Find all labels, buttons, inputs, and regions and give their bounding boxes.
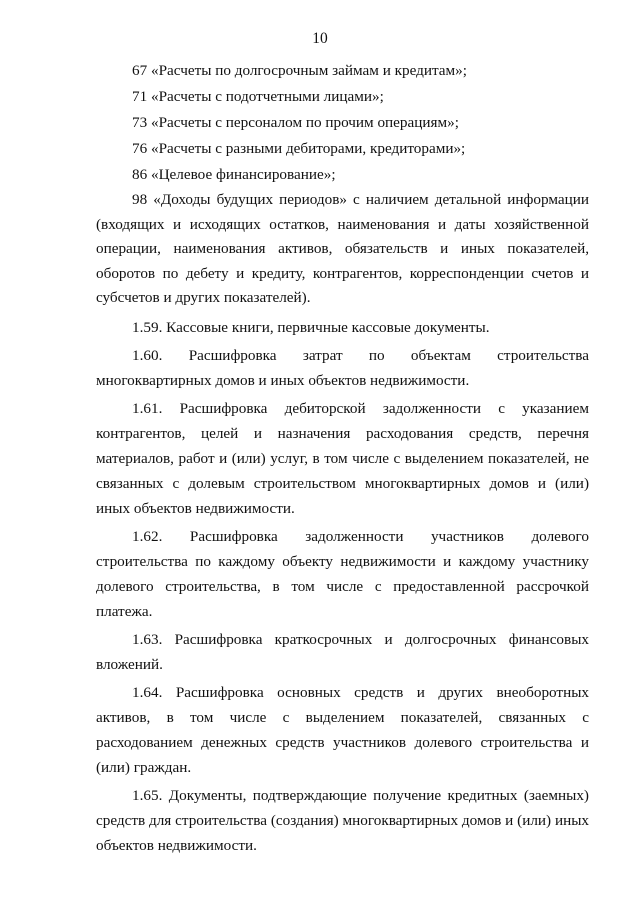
item-1-60: 1.60. Расшифровка затрат по объектам строительства многоквартирных домов и иных объектов недвижимости.: [96, 346, 589, 389]
account-line-67: 67 «Расчеты по долгосрочным займам и кредитам»;: [132, 62, 467, 79]
item-1-64: 1.64. Расшифровка основных средств и других внеоборотных активов, в том числе с выделением показателей, связанных с расходованием денежных средств участников долевого строительства и (или) граждан.: [96, 683, 589, 776]
account-line-76: 76 «Расчеты с разными дебиторами, кредиторами»;: [132, 140, 466, 157]
item-1-65: 1.65. Документы, подтверждающие получение кредитных (заемных) средств для строительства (создания) многоквартирных домов и (или) иных объектов недвижимости.: [96, 786, 589, 854]
document-body: [96, 58, 589, 858]
account-line-86: 86 «Целевое финансирование»;: [132, 166, 336, 183]
page-number: 10: [312, 30, 328, 47]
item-1-63: 1.63. Расшифровка краткосрочных и долгосрочных финансовых вложений.: [96, 630, 589, 673]
item-1-62: 1.62. Расшифровка задолженности участников долевого строительства по каждому объекту недвижимости и каждому участнику долевого строительства, в том числе с предоставленной рассрочкой платежа.: [96, 527, 589, 620]
account-line-71: 71 «Расчеты с подотчетными лицами»;: [132, 88, 384, 105]
account-line-98: 98 «Доходы будущих периодов» с наличием детальной информации (входящих и исходящих остатков, наименования и даты хозяйственной операции, наименования активов, обязательств и иных показателей, оборотов по дебету и кредиту, контрагентов, корреспонденции счетов и субсчетов и других показателей).: [96, 191, 589, 306]
item-1-59: 1.59. Кассовые книги, первичные кассовые документы.: [132, 318, 490, 336]
item-1-61: 1.61. Расшифровка дебиторской задолженности с указанием контрагентов, целей и назначения расходования средств, перечня материалов, работ и (или) услуг, в том числе с выделением показателей, не связанных с долевым строительством многоквартирных домов и (или) иных объектов недвижимости.: [96, 399, 589, 517]
account-line-73: 73 «Расчеты с персоналом по прочим операциям»;: [132, 114, 459, 131]
